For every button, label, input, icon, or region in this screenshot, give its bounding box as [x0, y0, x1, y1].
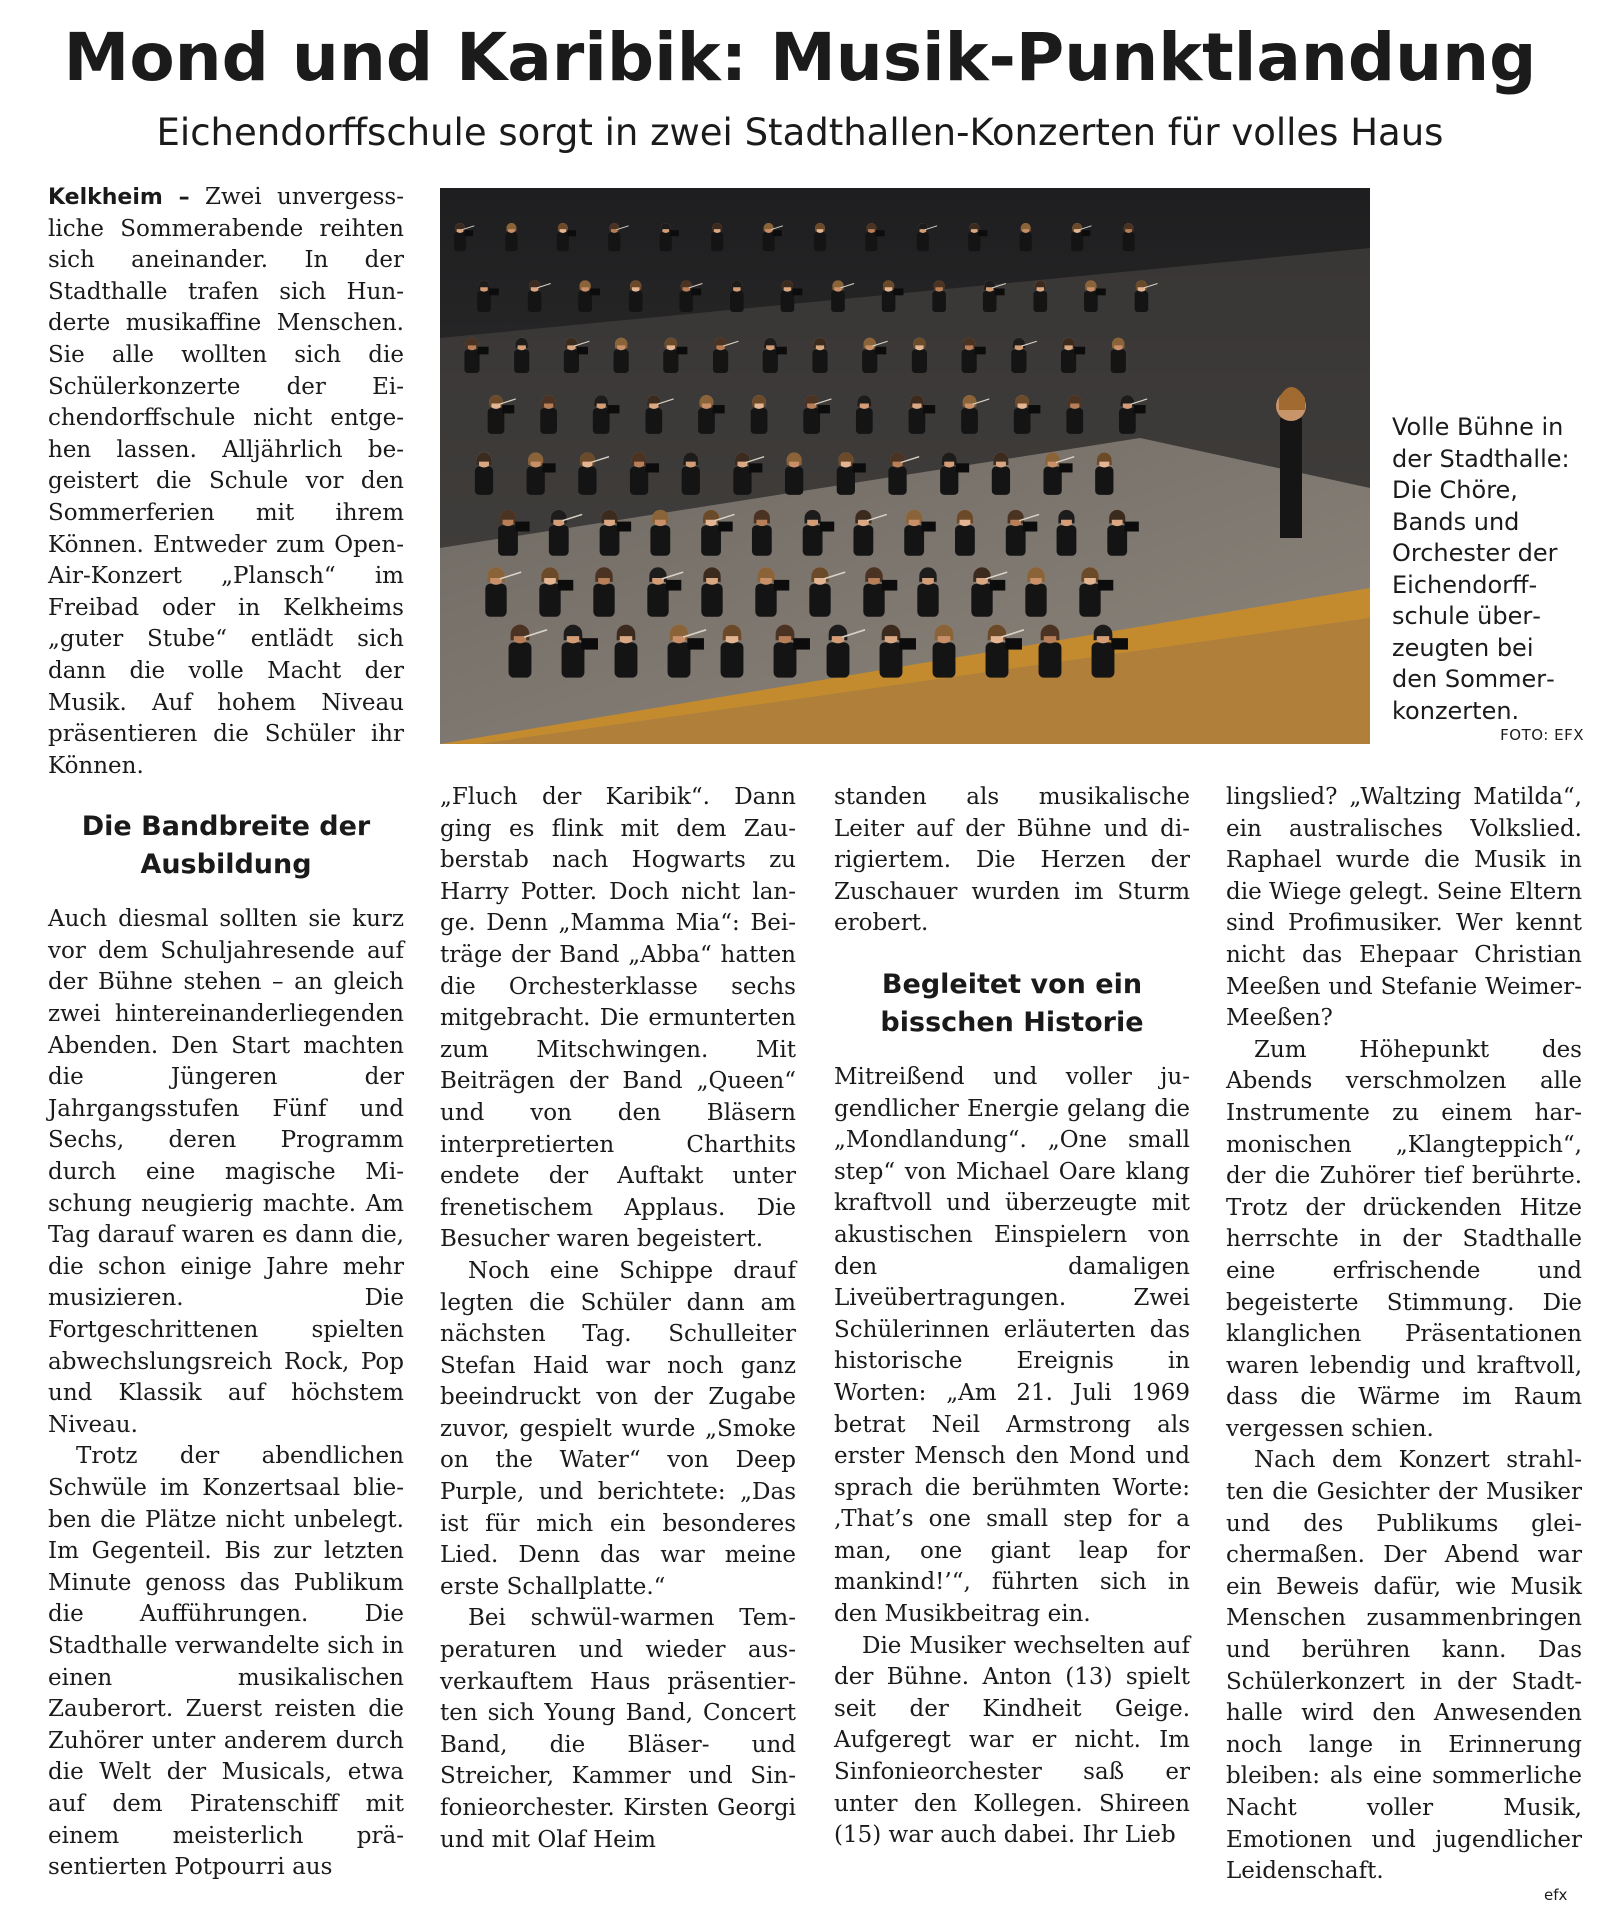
musician-figure — [912, 338, 927, 373]
subheading-historie: Begleitet von ein bisschen Historie — [880, 968, 1144, 1038]
paragraph-5: Bei schwül-warmen Temperaturen und wieder ausverkauftem Haus präsentierten sich Young Band, Concert Band, die Bläser- und Streicher, Kammer und Sinfonieorchester. Kirsten Georgi und mit Olaf Heim — [440, 1605, 796, 1853]
article-column-3 — [834, 782, 1190, 1852]
musician-figure — [1057, 510, 1077, 556]
musician-figure — [785, 453, 803, 495]
paragraph-10: Zum Höhepunkt des Abends verschmolzen alle Instrumente zu einem harmonischen „Klangteppich“, der die Zuhörer tief berührte. Trotz der drückenden Hitze herrschte in der Stadthalle eine erfrischende und begeisterte Stimmung. Die klanglichen Präsentationen waren lebendig und kraftvoll, dass die Wärme im Raum vergessen schien. — [1226, 1036, 1582, 1442]
author-signature: efx — [1544, 1886, 1568, 1904]
photo-caption: Volle Bühne in der Stadthalle: Die Chöre, Bands und Orchester der Eichendorffschule überzeugten bei den Sommerkonzerten. — [1392, 413, 1570, 725]
musician-figure — [1039, 625, 1062, 678]
musician-figure — [932, 280, 946, 312]
musician-figure — [730, 280, 744, 312]
musician-figure — [629, 280, 643, 312]
paragraph-8: Die Musiker wechselten auf der Bühne. Anton (13) spielt seit der Kindheit Geige. Aufgeregt war er nicht. Im Sinfonieorchester saß er unter den Kollegen. Shireen (15) war auch dabei. Ihr Lieb — [834, 1632, 1190, 1849]
musician-figure — [1123, 223, 1135, 251]
paragraph-6: standen als musikalische Leiter auf der Bühne und dirigiertem. Die Herzen der Zuschauer wurden im Sturm erobert. — [834, 784, 1190, 937]
paragraph-7: Mitreißend und voller jugendlicher Energie gelang die „Mondlandung“. „One small step“ von Michael Oare klang kraftvoll und überzeugte mit akustischen Einspielern von den damaligen Liveübertragungen. Zwei Schülerinnen erläuterten das historische Ereignis in Worten: „Am 21. Juli 1969 betrat Neil Armstrong als erster Mensch den Mond und sprach die berühmten Worte: ‚That’s one small step for a man, one giant leap for mankind!’“, führten sich in den Musikbeitrag ein. — [834, 1063, 1190, 1628]
paragraph-3: „Fluch der Karibik“. Dann ging es flink mit dem Zauberstab nach Hogwarts zu Harry Potter. Doch nicht lange. Denn „Mamma Mia“: Beiträge der Band „Abba“ hatten die Orchesterklasse sechs mitgebracht. Die ermunterten zum Mitschwingen. Mit Beiträgen der Band „Queen“ und von den Bläsern interpretierten Charthits endete der Auftakt unter frenetischem Applaus. Die Besucher waren begeistert. — [440, 784, 796, 1253]
photo-credit: FOTO: EFX — [1500, 726, 1584, 744]
musician-figure — [955, 510, 975, 556]
musician-figure — [1025, 567, 1046, 616]
musician-figure — [721, 625, 744, 678]
musician-figure — [917, 567, 938, 616]
intro-paragraph — [48, 182, 404, 782]
musician-figure — [814, 223, 826, 251]
paragraph-2: Trotz der abendlichen Schwüle im Konzertsaal blieben die Plätze nicht unbelegt. Im Gegenteil. Bis zur letzten Minute genoss das Publikum die Aufführungen. Die Stadthalle verwandelte sich in einen musikalischen Zauberort. Zuerst reisten die Zuhörer unter anderem durch die Welt der Musicals, etwa auf dem Piratenschiff mit einem meisterlich präsentierten Potpourri aus — [48, 1443, 404, 1881]
musician-figure — [751, 395, 768, 434]
dateline-place: Kelkheim – — [48, 185, 190, 210]
intro-text: Zwei unvergessliche Sommerabende reihten sich aneinander. In der Stadthalle trafen sich Hunderte musikaffine Menschen. Sie alle wollten sich die Schülerkonzerte der Eichendorffschule nicht entgehen lassen. Alljährlich begeistert die Schule vor den Sommerferien mit ihrem Können. Entweder zum Open-Air-Konzert „Plansch“ im Freibad oder in Kelkheims „guter Stube“ entlädt sich dann die volle Macht der Musik. Auf hohem Niveau präsentieren die Schüler ihr Können. — [48, 184, 404, 779]
musician-figure — [992, 453, 1010, 495]
musician-figure — [856, 395, 873, 434]
musician-figure — [614, 338, 629, 373]
musician-figure — [933, 625, 956, 678]
article-column-4 — [1226, 782, 1582, 1888]
headline: Mond und Karibik: Musik-Punktlandung — [63, 19, 1537, 96]
paragraph-9: lingslied? „Waltzing Matilda“, ein australisches Volkslied. Raphael wurde die Musik in die Wiege gelegt. Seine Eltern sind Profimusiker. Wer kennt nicht das Ehepaar Christian Meeßen und Stefanie Weimer-Meeßen? — [1226, 784, 1583, 1032]
musician-figure — [1020, 223, 1032, 251]
musician-figure — [615, 625, 638, 678]
musician-figure — [593, 567, 614, 616]
musician-figure — [540, 395, 557, 434]
musician-figure — [752, 510, 772, 556]
concert-photo — [440, 188, 1370, 744]
musician-figure — [1111, 338, 1126, 373]
article-column-2 — [440, 782, 796, 1856]
musician-figure — [514, 338, 529, 373]
musician-figure — [682, 453, 700, 495]
musician-figure — [812, 338, 827, 373]
article-column-1 — [48, 182, 404, 1884]
subheading-bandbreite: Die Bandbreite der Ausbildung — [81, 811, 371, 881]
musician-figure — [475, 453, 493, 495]
musician-figure — [1033, 280, 1047, 312]
paragraph-4: Noch eine Schippe drauf legten die Schüler dann am nächsten Tag. Schulleiter Stefan Haid war noch ganz beeindruckt von der Zugabe zuvor, gespielt wurde „Smoke on the Water“ von Deep Purple, und berichtete: „Das ist für mich ein besonderes Lied. Denn das war meine erste Schallplatte.“ — [440, 1257, 796, 1600]
paragraph-1: Auch diesmal sollten sie kurz vor dem Schuljahresende auf der Bühne stehen – an gleich zwei hintereinanderliegenden Abenden. Den Start machten die Jüngeren der Jahrgangsstufen Fünf und Sechs, deren Programm durch eine magische Mischung neugierig machte. Am Tag darauf waren es dann die, die schon einige Jahre mehr musizieren. Die Fortgeschrittenen spielten abwechslungsreich Rock, Pop und Klassik auf höchstem Niveau. — [48, 906, 404, 1438]
musician-figure — [505, 223, 517, 251]
paragraph-11: Nach dem Konzert strahlten die Gesichter der Musiker und des Publikums gleichermaßen. Der Abend war ein Beweis dafür, wie Musik Menschen zusammenbringen und berühren kann. Das Schülerkonzert in der Stadthalle wird den Anwesenden noch lange in Erinnerung bleiben: als eine sommerliche Nacht voller Musik, Emotionen und jugendlicher Leidenschaft. — [1226, 1447, 1582, 1885]
musician-figure — [1095, 453, 1113, 495]
musician-figure — [650, 510, 670, 556]
orchestra-stage-illustration — [440, 188, 1370, 744]
subheadline: Eichendorffschule sorgt in zwei Stadthallen-Konzerten für volles Haus — [156, 111, 1444, 154]
musician-figure — [701, 567, 722, 616]
musician-figure — [1066, 395, 1083, 434]
musician-figure — [711, 223, 723, 251]
